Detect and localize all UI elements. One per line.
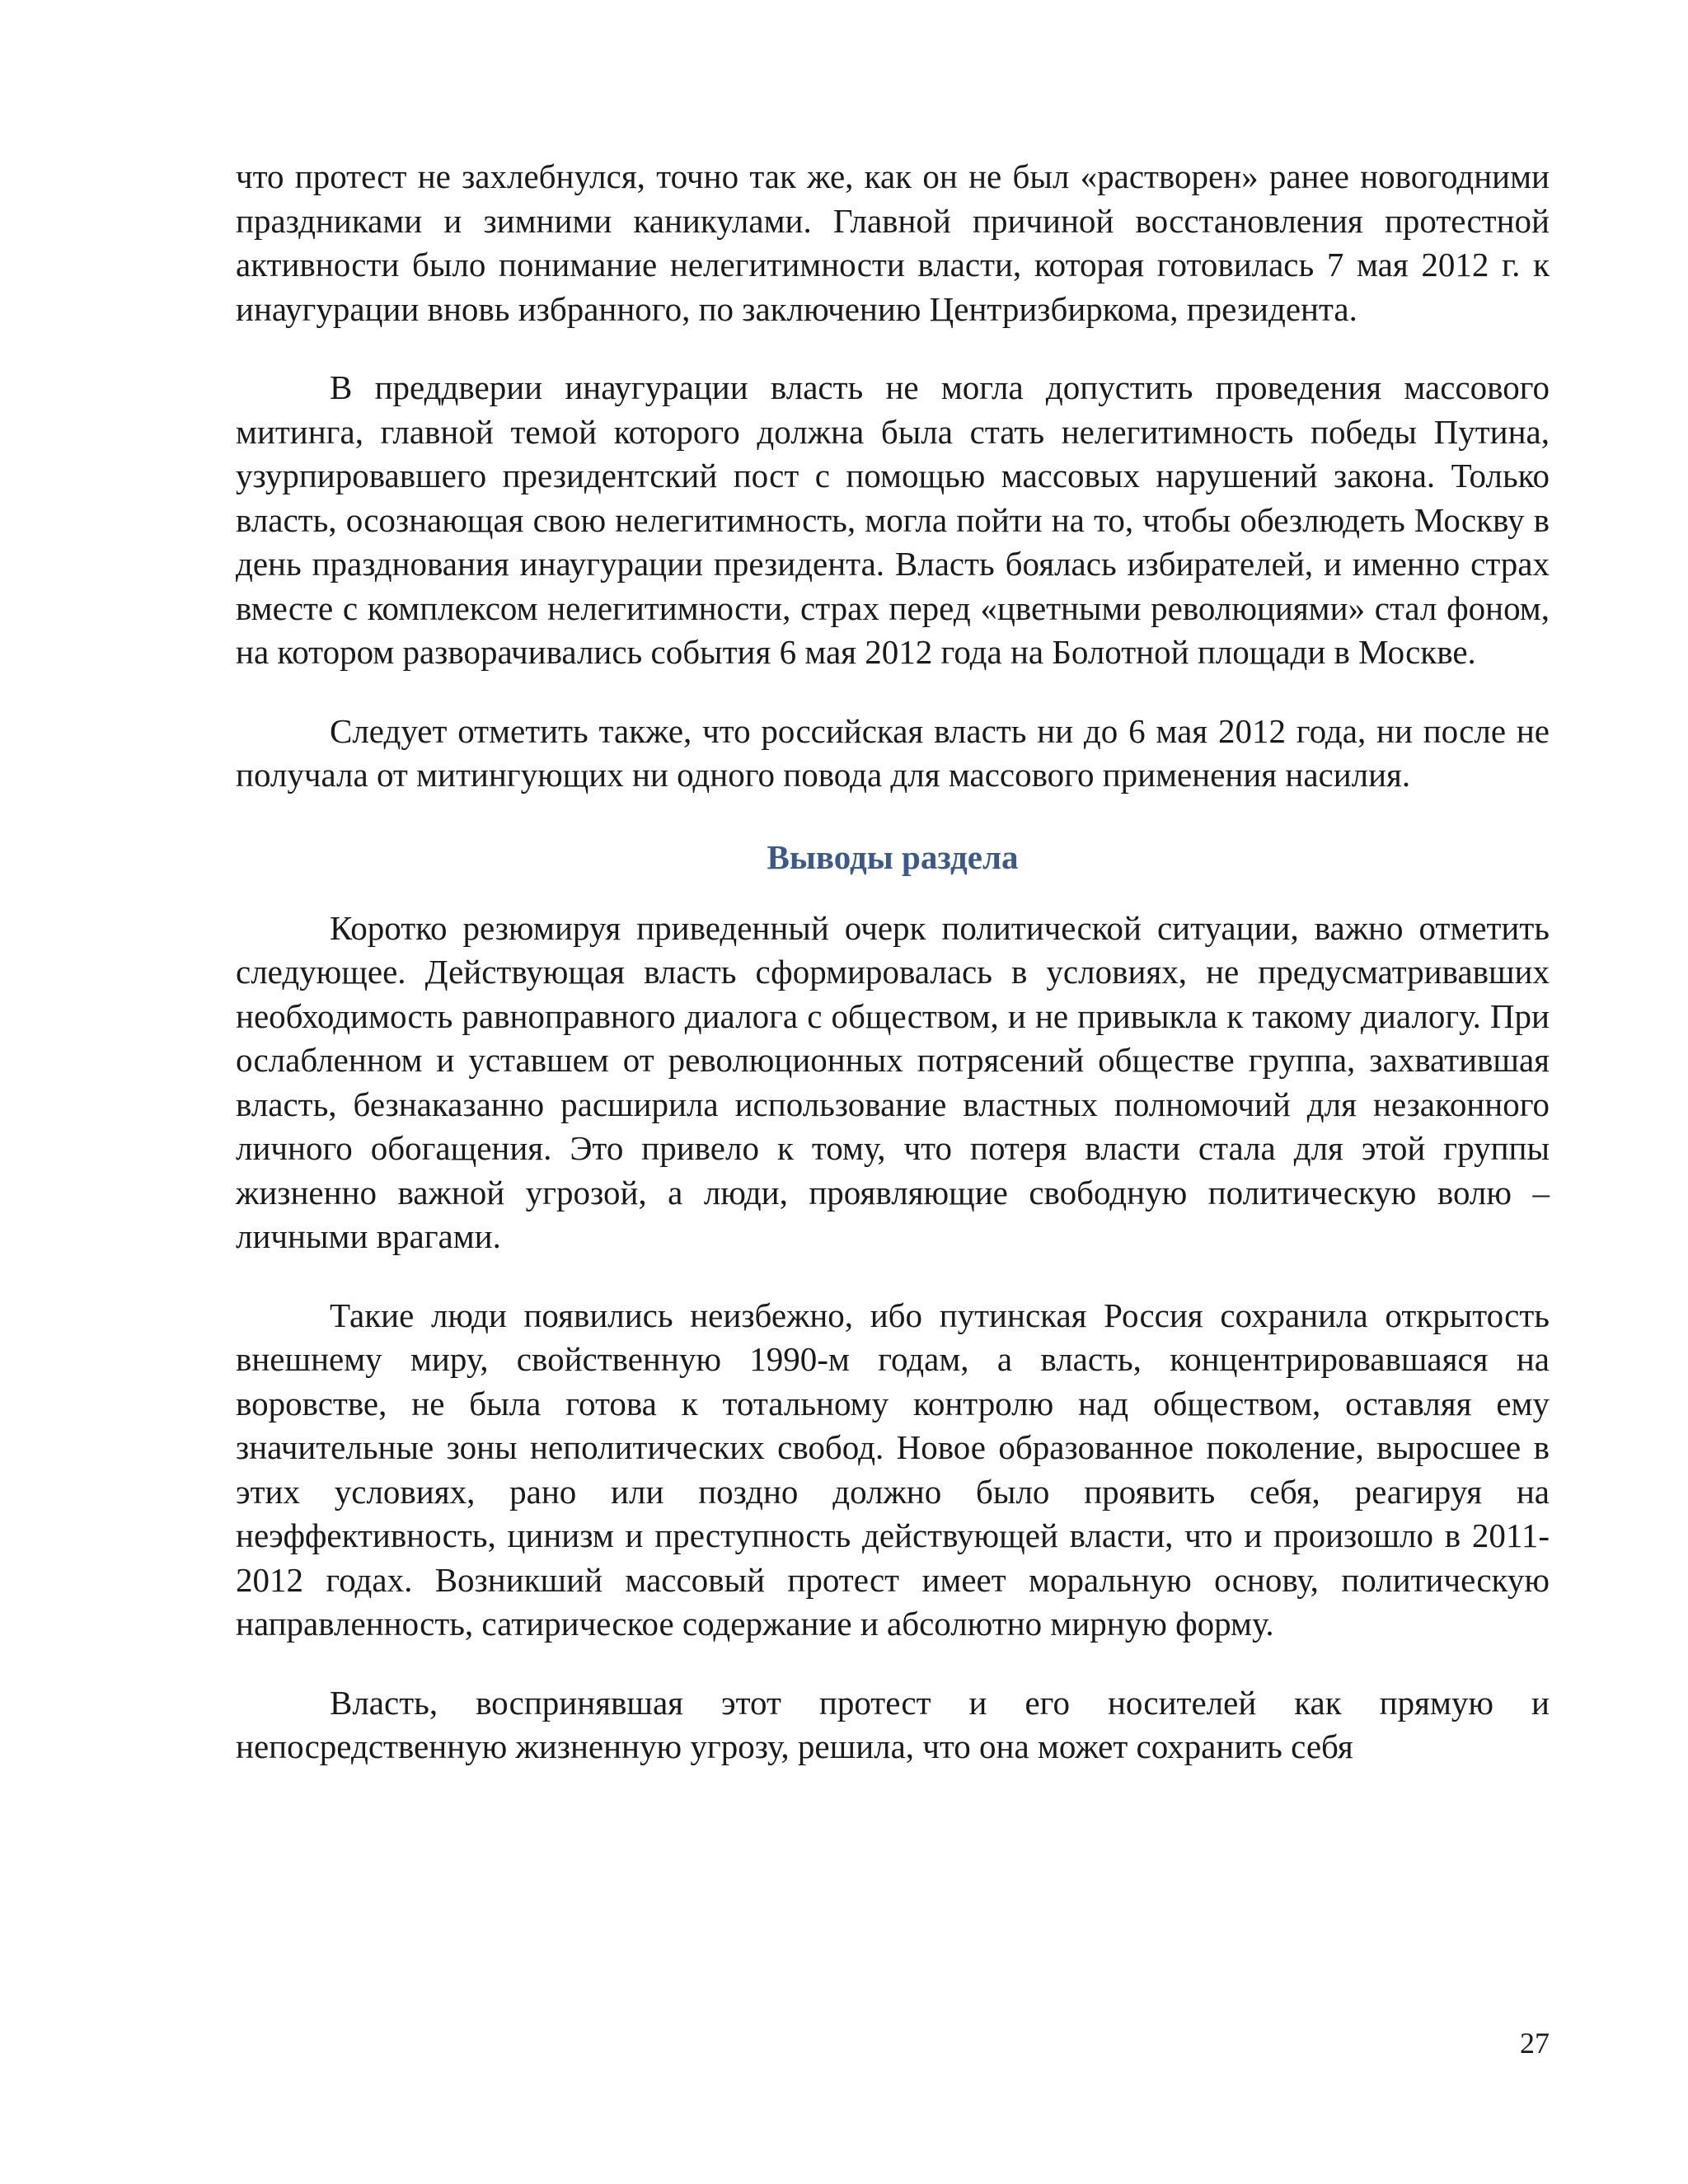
paragraph-continuation: что протест не захлебнулся, точно так же, как он не был «растворен» ранее новогодними праздниками и зимними каникулами. Главной причиной восстановления протестной активности было понимание нелегитимности власти, которая готовилась 7 мая 2012 г. к инаугурации вновь избранного, по заключению Центризбиркома, президента. bbox=[236, 157, 1550, 328]
paragraph-inauguration: В преддверии инаугурации власть не могла допустить проведения массового митинга, главной темой которого должна была стать нелегитимность победы Путина, узурпировавшего президентский пост с помощью массовых нарушений закона. Только власть, осознающая свою нелегитимность, могла пойти на то, чтобы обезлюдеть Москву в день празднования инаугурации президента. Власть боялась избирателей, и именно страх вместе с комплексом нелегитимности, страх перед «цветными революциями» стал фоном, на котором разворачивались события 6 мая 2012 года на Болотной площади в Москве. bbox=[236, 368, 1550, 671]
section-heading: Выводы раздела bbox=[767, 837, 1019, 876]
paragraph-violence: Следует отметить также, что российская власть ни до 6 мая 2012 года, ни после не получала от митингующих ни одного повода для массового применения насилия. bbox=[236, 711, 1550, 794]
paragraph-summary: Коротко резюмируя приведенный очерк политической ситуации, важно отметить следующее. Действующая власть сформировалась в условиях, не предусматривавших необходимость равноправного диалога с обществом, и не привыкла к такому диалогу. При ослабленном и уставшем от революционных потрясений обществе группа, захватившая власть, безнаказанно расширила использование властных полномочий для незаконного личного обогащения. Это привело к тому, что потеря власти стала для этой группы жизненно важной угрозой, а люди, проявляющие свободную политическую волю – личными врагами. bbox=[236, 908, 1550, 1255]
page-content bbox=[236, 155, 1550, 1804]
paragraph-new-generation: Такие люди появились неизбежно, ибо путинская Россия сохранила открытость внешнему миру, свойственную 1990-м годам, а власть, концентрировавшаяся на воровстве, не была готова к тотальному контролю над обществом, оставляя ему значительные зоны неполитических свобод. Новое образованное поколение, выросшее в этих условиях, рано или поздно должно было проявить себя, реагируя на неэффективность, цинизм и преступность действующей власти, что и произошло в 2011-2012 годах. Возникший массовый протест имеет моральную основу, политическую направленность, сатирическое содержание и абсолютно мирную форму. bbox=[236, 1296, 1550, 1643]
page-number: 27 bbox=[1520, 2027, 1550, 2060]
paragraph-threat: Власть, воспринявшая этот протест и его носителей как прямую и непосредственную жизненную угрозу, решила, что она может сохранить себя bbox=[236, 1683, 1550, 1765]
